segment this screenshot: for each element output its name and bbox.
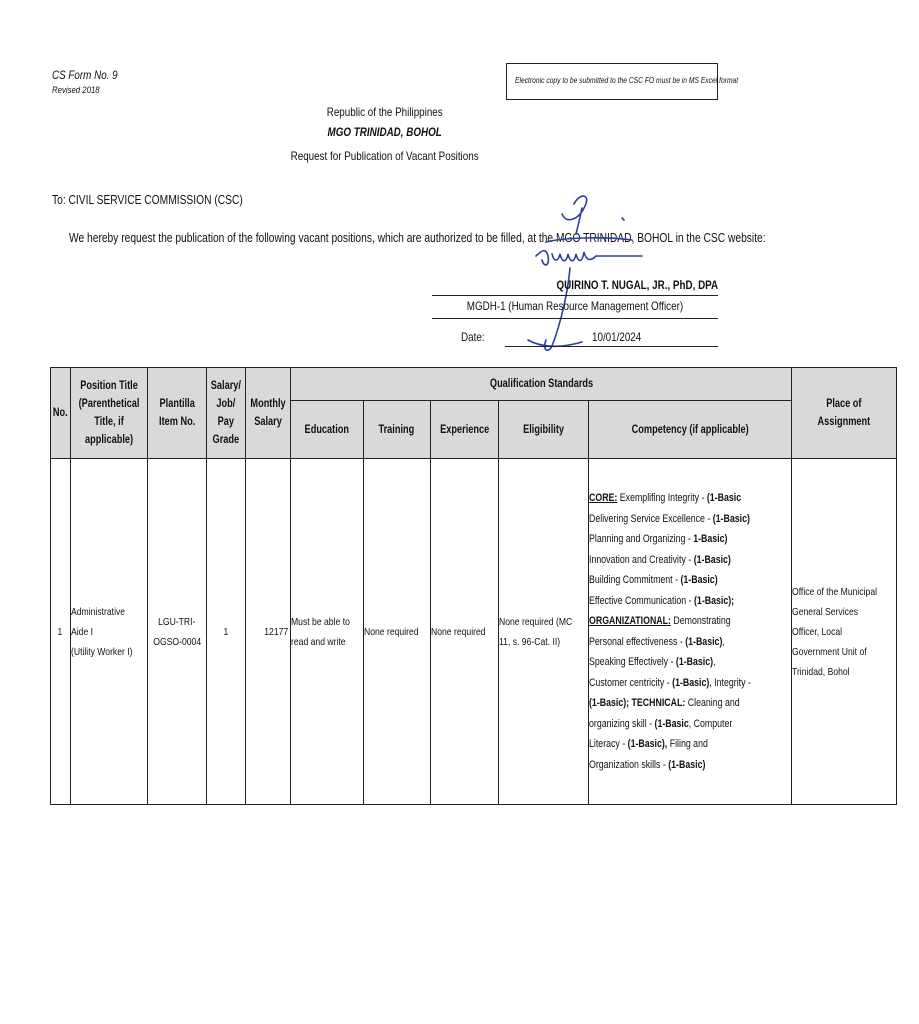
cell-training: None required [363,459,431,805]
cell-competency: CORE: Exemplifing Integrity - (1-Basic Delivering Service Excellence - (1-Basic) Planning and Organizing - 1-Basic) Innovation and Creativity - (1-Basic) Building Commitment - (1-Basic) Effective Communication - (1-Basic); ORGANIZATIONAL: Demonstrating Personal effectiveness - (1-Basic), Speaking Effectively - (1-Basic), Customer centricity - (1-Basic), Integrity - (1-Basic); TECHNICAL: Cleaning and organizing skill - (1-Basic, Computer Literacy - (1-Basic), Filing and Organization skills - (1-Basic) [588,459,791,805]
date-label: Date: [461,330,485,344]
form-revision: Revised 2018 [52,85,100,96]
header-eligibility: Eligibility [498,401,588,459]
cell-position-title: Administrative Aide I (Utility Worker I) [70,459,147,805]
cell-plantilla: LGU-TRI- OGSO-0004 [147,459,206,805]
header-training: Training [363,401,431,459]
date-line [505,346,718,347]
republic-heading: Republic of the Philippines [327,105,443,119]
cell-monthly-salary: 12177 [245,459,290,805]
request-title: Request for Publication of Vacant Positions [291,149,479,163]
signatory-name: QUIRINO T. NUGAL, JR., PhD, DPA [556,278,718,292]
format-note: Electronic copy to be submitted to the CSC FO must be in MS Excel format [515,76,739,85]
header-qualification-standards: Qualification Standards [290,368,792,401]
cell-salary-grade: 1 [206,459,245,805]
signatory-position: MGDH-1 (Human Resource Management Officer) [466,299,684,313]
cell-no: 1 [51,459,71,805]
agency-heading: MGO TRINIDAD, BOHOL [327,125,443,139]
cell-place-of-assignment: Office of the Municipal General Services Officer, Local Government Unit of Trinidad, Bohol [792,459,897,805]
addressee: To: CIVIL SERVICE COMMISSION (CSC) [52,193,243,207]
header-education: Education [290,401,363,459]
vacant-positions-table [50,367,897,805]
cell-experience: None required [431,459,499,805]
header-place-of-assignment: Place of Assignment [792,368,897,459]
position-line [432,318,718,319]
cell-eligibility: None required (MC 11, s. 96-Cat. II) [498,459,588,805]
header-experience: Experience [431,401,499,459]
header-monthly-salary: Monthly Salary [245,368,290,459]
header-no: No. [51,368,71,459]
cell-education: Must be able to read and write [290,459,363,805]
format-note-box [506,63,739,100]
header-plantilla: Plantilla Item No. [147,368,206,459]
date-value: 10/01/2024 [592,330,642,344]
form-number: CS Form No. 9 [52,68,118,82]
intro-text: We hereby request the publication of the following vacant positions, which are authorized to be filled, at the MGO TRINIDAD, BOHOL in the CSC website: [69,231,766,245]
header-competency: Competency (if applicable) [588,401,791,459]
signature-line [432,295,718,296]
header-position-title: Position Title (Parenthetical Title, if applicable) [70,368,147,459]
header-salary-grade: Salary/ Job/ Pay Grade [206,368,245,459]
table-row [51,459,897,805]
